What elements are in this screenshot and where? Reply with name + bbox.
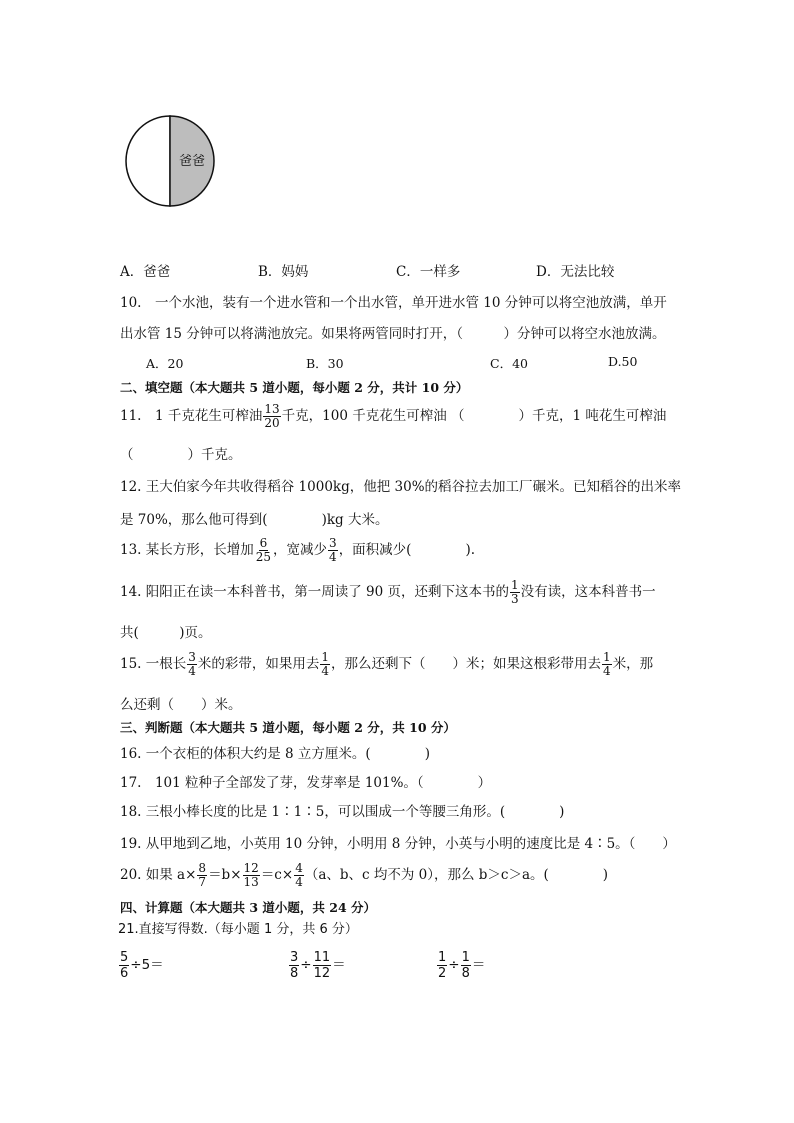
q20-text-b: ＝b× (208, 867, 242, 883)
q14-line1 (120, 578, 656, 606)
numerator: 1 (438, 949, 447, 965)
q11-line2: （ ）千克。 (120, 447, 242, 463)
numerator: 13 (264, 402, 280, 416)
q10-line2: 出水管 15 分钟可以将满池放完。如果将两管同时打开，（ ）分钟可以将空水池放满。 (120, 326, 666, 342)
q13-line (120, 536, 475, 564)
q9-option-d[interactable]: D．无法比较 (536, 264, 615, 280)
q20-text-c: ＝c× (260, 867, 294, 883)
q11-text-b: 千克，100 千克花生可榨油 （ ）千克，1 吨花生可榨油 (281, 408, 667, 424)
fraction-3-4 (187, 651, 197, 678)
numerator: 1 (603, 650, 611, 664)
section-heading-calculation: 四、计算题（本大题共 3 道小题，共 24 分） (120, 900, 377, 915)
q12-line1: 12. 王大伯家今年共收得稻谷 1000kg，他把 30%的稻谷拉去加工厂碾米。已知稻谷的出米率 (120, 479, 682, 495)
calc-item-1 (118, 948, 164, 982)
q15-text-b: 米的彩带，如果用去 (197, 656, 320, 672)
q10-option-b[interactable]: B．30 (306, 356, 344, 371)
q15-text-e: 米，那 (612, 656, 654, 672)
numerator: 1 (461, 949, 470, 965)
fraction-3-8 (289, 950, 299, 981)
q17: 17. 101 粒种子全部发了芽，发芽率是 101%。（ ） (120, 775, 492, 791)
fraction-3-4 (328, 537, 338, 564)
denominator: 4 (603, 664, 611, 678)
q15-text-c: ，那么还剩下（ ）米；如果这根彩带用去 (331, 656, 602, 672)
numerator: 3 (329, 536, 337, 550)
section-heading-fill-in: 二、填空题（本大题共 5 道小题，每小题 2 分，共计 10 分） (120, 380, 469, 395)
q13-text-c: ，面积减少( ). (338, 542, 476, 558)
numerator: 1 (321, 650, 330, 664)
q10-option-d[interactable]: D.50 (608, 354, 638, 369)
q16: 16. 一个衣柜的体积大约是 8 立方厘米。( ) (120, 746, 430, 762)
numerator: 11 (313, 949, 331, 965)
q12-line2: 是 70%，那么他可得到( )kg 大米。 (120, 512, 389, 528)
fraction-13-20 (263, 403, 280, 430)
denominator: 4 (321, 664, 330, 678)
q15-line2: 么还剩（ ）米。 (120, 697, 242, 713)
q14-text-a: 14. 阳阳正在读一本科普书，第一周读了 90 页，还剩下这本书的 (120, 584, 510, 600)
calc-operator: ÷5＝ (130, 957, 164, 973)
q11-line1 (120, 402, 666, 430)
numerator: 1 (511, 578, 519, 592)
numerator: 12 (243, 861, 259, 875)
q10-line1: 10. 一个水池，装有一个进水管和一个出水管，单开进水管 10 分钟可以将空池放满，单开 (120, 295, 667, 311)
numerator: 6 (259, 536, 268, 550)
denominator: 3 (511, 592, 519, 606)
q21: 21.直接写得数.（每小题 1 分，共 6 分） (118, 922, 358, 937)
numerator: 4 (295, 861, 303, 875)
q14-line2: 共( )页。 (120, 625, 212, 641)
fraction-11-12 (313, 950, 332, 981)
numerator: 5 (120, 949, 129, 965)
calc-item-2 (288, 948, 346, 982)
q9-option-a[interactable]: A．爸爸 (120, 264, 171, 280)
q18: 18. 三根小棒长度的比是 1∶1∶5，可以围成一个等腰三角形。( ) (120, 804, 565, 820)
denominator: 2 (438, 965, 447, 981)
pie-chart (122, 112, 218, 210)
q9-option-b[interactable]: B．妈妈 (258, 264, 309, 280)
fraction-1-3 (510, 579, 520, 606)
denominator: 7 (198, 875, 207, 889)
fraction-1-8 (461, 950, 471, 981)
calc-item-3 (436, 948, 485, 982)
denominator: 4 (295, 875, 303, 889)
denominator: 8 (461, 965, 470, 981)
q14-text-b: 没有读，这本科普书一 (520, 584, 656, 600)
q11-text-a: 11. 1 千克花生可榨油 (120, 408, 263, 424)
q19: 19. 从甲地到乙地，小英用 10 分钟，小明用 8 分钟，小英与小明的速度比是 4∶5。（ ） (120, 836, 676, 852)
fraction-1-4 (602, 651, 612, 678)
calc-operator: ÷ (448, 957, 460, 973)
q9-option-c[interactable]: C．一样多 (396, 264, 461, 280)
fraction-4-4 (294, 862, 304, 889)
pie-label: 爸爸 (178, 154, 206, 169)
fraction-5-6 (119, 950, 129, 981)
denominator: 20 (264, 416, 280, 430)
fraction-6-25 (255, 537, 272, 564)
calc-equals: ＝ (332, 957, 346, 973)
denominator: 8 (290, 965, 299, 981)
pie-left-half (126, 116, 170, 206)
section-heading-true-false: 三、判断题（本大题共 5 道小题，每小题 2 分，共 10 分） (120, 720, 456, 735)
q13-text-a: 13. 某长方形，长增加 (120, 542, 254, 558)
q20-text-a: 20. 如果 a× (120, 867, 197, 883)
fraction-12-13 (243, 862, 260, 889)
numerator: 3 (290, 949, 299, 965)
q20-line (120, 860, 608, 890)
q20-text-e: （a、b、c 均不为 0），那么 b＞c＞a。( ) (304, 867, 609, 883)
denominator: 12 (313, 965, 331, 981)
fraction-1-4 (320, 651, 330, 678)
calc-operator: ÷ (300, 957, 312, 973)
q15-line1 (120, 650, 653, 678)
denominator: 6 (120, 965, 129, 981)
numerator: 3 (188, 650, 196, 664)
fraction-8-7 (197, 862, 207, 889)
numerator: 8 (198, 861, 207, 875)
denominator: 4 (329, 550, 337, 564)
calc-equals: ＝ (471, 957, 486, 973)
denominator: 13 (243, 875, 259, 889)
q10-option-a[interactable]: A．20 (146, 356, 184, 371)
denominator: 25 (255, 550, 272, 564)
denominator: 4 (188, 664, 196, 678)
q10-option-c[interactable]: C．40 (490, 356, 528, 371)
fraction-1-2 (437, 950, 447, 981)
q15-text-a: 15. 一根长 (120, 656, 187, 672)
q13-text-b: ，宽减少 (273, 542, 328, 558)
